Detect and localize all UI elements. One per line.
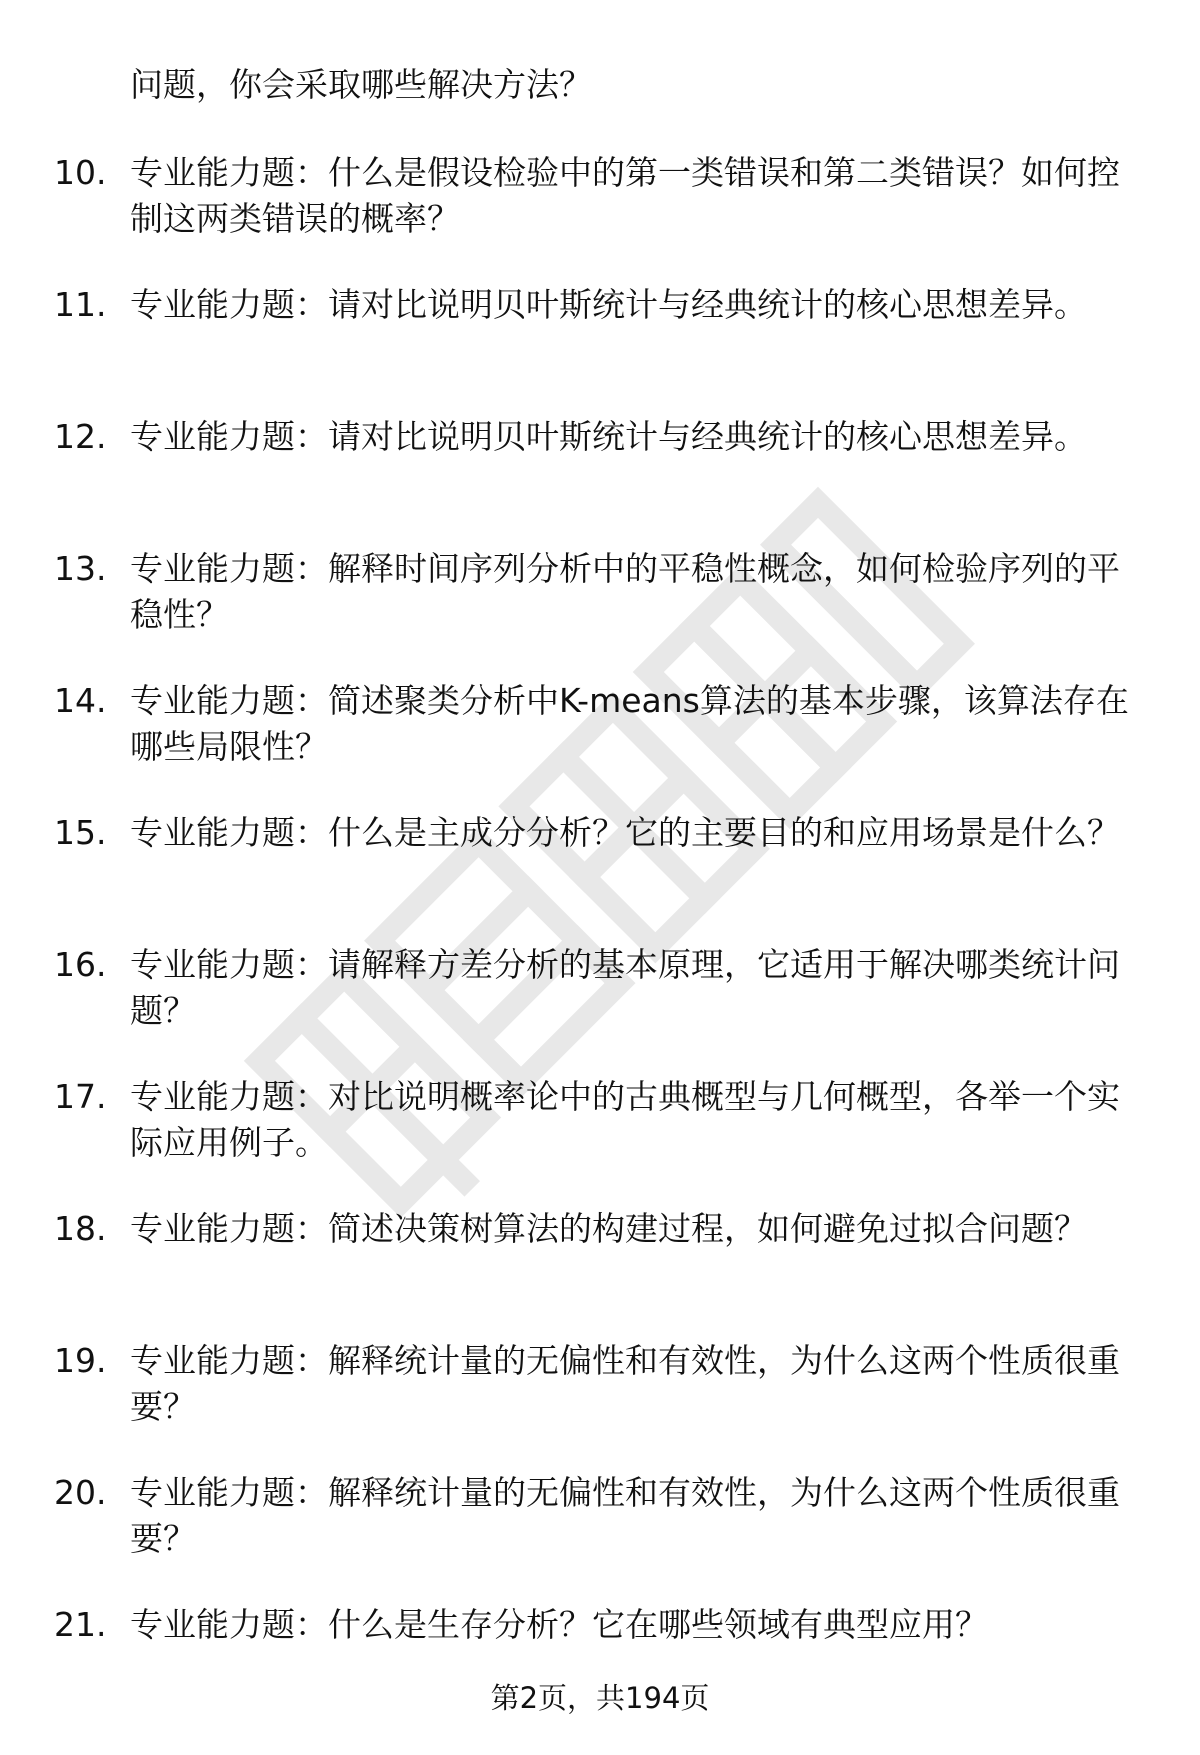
item-text: 专业能力题：解释统计量的无偏性和有效性，为什么这两个性质很重要？ [130,1473,1120,1558]
item-text: 专业能力题：什么是主成分分析？它的主要目的和应用场景是什么？ [130,813,1120,852]
item-number: 20. [54,1473,107,1512]
list-item [0,1470,1200,1602]
item-number: 12. [54,417,107,456]
question-list [0,150,1200,1734]
list-item [0,150,1200,282]
item-text: 专业能力题：解释时间序列分析中的平稳性概念，如何检验序列的平稳性？ [130,549,1120,634]
item-number: 18. [54,1209,107,1248]
list-item [0,546,1200,678]
list-item [0,810,1200,942]
list-item [0,414,1200,546]
item-text: 专业能力题：请对比说明贝叶斯统计与经典统计的核心思想差异。 [130,285,1087,324]
item-text: 专业能力题：对比说明概率论中的古典概型与几何概型，各举一个实际应用例子。 [130,1077,1120,1162]
list-item [0,678,1200,810]
item-number: 11. [54,285,107,324]
item-number: 10. [54,153,107,192]
list-item [0,1206,1200,1338]
item-number: 15. [54,813,107,852]
item-number: 14. [54,681,107,720]
item-text: 专业能力题：请解释方差分析的基本原理，它适用于解决哪类统计问题？ [130,945,1120,1030]
continuation-line: 问题，你会采取哪些解决方法？ [130,65,592,104]
item-number: 16. [54,945,107,984]
item-number: 21. [54,1605,107,1644]
list-item [0,942,1200,1074]
item-number: 13. [54,549,107,588]
item-number: 19. [54,1341,107,1380]
list-item [0,282,1200,414]
item-text: 专业能力题：什么是生存分析？它在哪些领域有典型应用？ [130,1605,988,1644]
list-item [0,1338,1200,1470]
item-text: 专业能力题：简述决策树算法的构建过程，如何避免过拟合问题？ [130,1209,1087,1248]
item-text: 专业能力题：解释统计量的无偏性和有效性，为什么这两个性质很重要？ [130,1341,1120,1426]
item-number: 17. [54,1077,107,1116]
page-footer: 第2页，共194页 [490,1681,710,1715]
list-item [0,1074,1200,1206]
item-text: 专业能力题：什么是假设检验中的第一类错误和第二类错误？如何控制这两类错误的概率？ [130,153,1120,238]
item-text: 专业能力题：请对比说明贝叶斯统计与经典统计的核心思想差异。 [130,417,1087,456]
item-text: 专业能力题：简述聚类分析中K-means算法的基本步骤，该算法存在哪些局限性？ [130,681,1129,766]
